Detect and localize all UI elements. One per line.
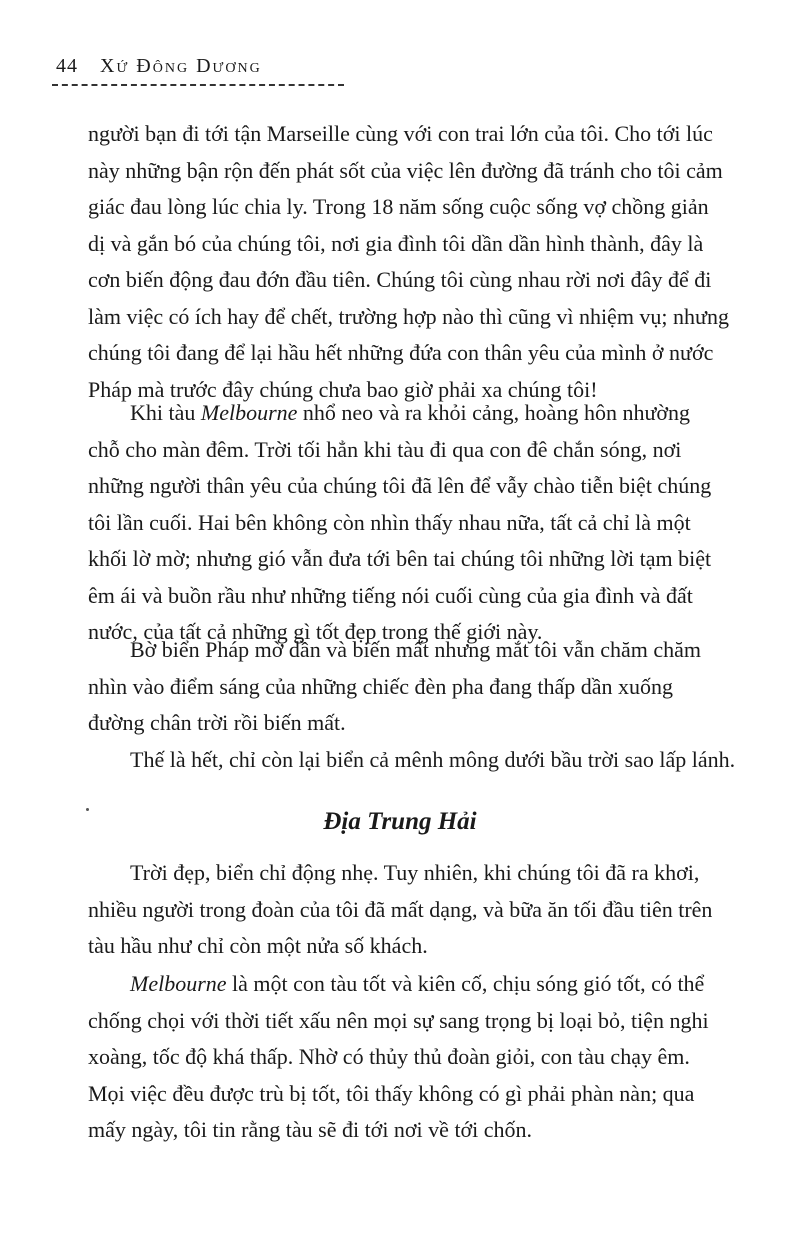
text-line: Bờ biển Pháp mờ dần và biến mất nhưng mắt tôi vẫn chăm chăm bbox=[130, 637, 702, 662]
header-rule bbox=[52, 84, 344, 86]
text-line: tàu hầu như chỉ còn một nửa số khách. bbox=[88, 933, 428, 958]
text-line: cơn biến động đau đớn đầu tiên. Chúng tôi cùng nhau rời nơi đây để đi bbox=[88, 267, 712, 292]
text-line: làm việc có ích hay để chết, trường hợp nào thì cũng vì nhiệm vụ; nhưng bbox=[88, 303, 729, 329]
text-line: chống chọi với thời tiết xấu nên mọi sự sang trọng bị loại bỏ, tiện nghi bbox=[88, 1007, 709, 1033]
text-line: đường chân trời rồi biến mất. bbox=[88, 710, 346, 735]
ship-name: Melbourne bbox=[130, 971, 227, 996]
ship-name: Melbourne bbox=[200, 400, 298, 425]
text-line: nước, của tất cả những gì tốt đẹp trong thế giới này. bbox=[88, 619, 543, 644]
text-line: êm ái và buồn rầu như những tiếng nói cuối cùng của gia đình và đất bbox=[88, 582, 693, 608]
paragraph-4 bbox=[88, 742, 736, 779]
text-line: những người thân yêu của chúng tôi đã lên để vẫy chào tiễn biệt chúng bbox=[88, 473, 712, 498]
text-run: Khi tàu bbox=[130, 400, 201, 425]
text-line: khối lờ mờ; nhưng gió vẫn đưa tới bên tai chúng tôi những lời tạm biệt bbox=[88, 546, 712, 571]
running-title: Xứ Đông Dương bbox=[100, 55, 262, 77]
running-header bbox=[56, 54, 346, 78]
text-line bbox=[88, 966, 728, 1003]
text-line: Pháp mà trước đây chúng chưa bao giờ phải xa chúng tôi! bbox=[88, 376, 598, 402]
section-heading: Địa Trung Hải bbox=[323, 808, 477, 835]
section-paragraph-1 bbox=[88, 855, 728, 965]
text-line: mấy ngày, tôi tin rằng tàu sẽ đi tới nơi về tới chốn. bbox=[88, 1117, 533, 1142]
text-run: là một con tàu tốt và kiên cố, chịu sóng gió tốt, có thể bbox=[226, 971, 705, 996]
page-number: 44 bbox=[56, 55, 78, 77]
paragraph-3 bbox=[88, 632, 728, 742]
text-line: giác đau lòng lúc chia ly. Trong 18 năm sống cuộc sống vợ chồng giản bbox=[88, 194, 709, 219]
paragraph-1 bbox=[88, 116, 728, 408]
text-line: này những bận rộn đến phát sốt của việc lên đường đã tránh cho tôi cảm bbox=[88, 157, 723, 183]
text-line: chỗ cho màn đêm. Trời tối hẳn khi tàu đi qua con đê chắn sóng, nơi bbox=[88, 436, 682, 462]
text-line: Thế là hết, chỉ còn lại biển cả mênh mông dưới bầu trời sao lấp lánh. bbox=[130, 747, 736, 772]
text-line: Mọi việc đều được trù bị tốt, tôi thấy không có gì phải phàn nàn; qua bbox=[88, 1080, 695, 1106]
text-line bbox=[88, 395, 728, 432]
text-run: nhổ neo và ra khỏi cảng, hoàng hôn nhường bbox=[297, 400, 691, 425]
text-line: chúng tôi đang để lại hầu hết những đứa con thân yêu của mình ở nước bbox=[88, 340, 714, 365]
text-line: dị và gắn bó của chúng tôi, nơi gia đình tôi dần dần hình thành, đây là bbox=[88, 230, 704, 256]
text-line: nhìn vào điểm sáng của những chiếc đèn pha đang thấp dần xuống bbox=[88, 673, 673, 699]
text-line: nhiều người trong đoàn của tôi đã mất dạng, và bữa ăn tối đầu tiên trên bbox=[88, 896, 713, 922]
text-line: tôi lần cuối. Hai bên không còn nhìn thấy nhau nữa, tất cả chỉ là một bbox=[88, 509, 691, 535]
paragraph-2 bbox=[88, 395, 728, 651]
text-line: xoàng, tốc độ khá thấp. Nhờ có thủy thủ đoàn giỏi, con tàu chạy êm. bbox=[88, 1044, 690, 1069]
text-line: người bạn đi tới tận Marseille cùng với con trai lớn của tôi. Cho tới lúc bbox=[88, 121, 713, 146]
text-line: Trời đẹp, biển chỉ động nhẹ. Tuy nhiên, khi chúng tôi đã ra khơi, bbox=[130, 860, 700, 885]
section-paragraph-2 bbox=[88, 966, 728, 1149]
